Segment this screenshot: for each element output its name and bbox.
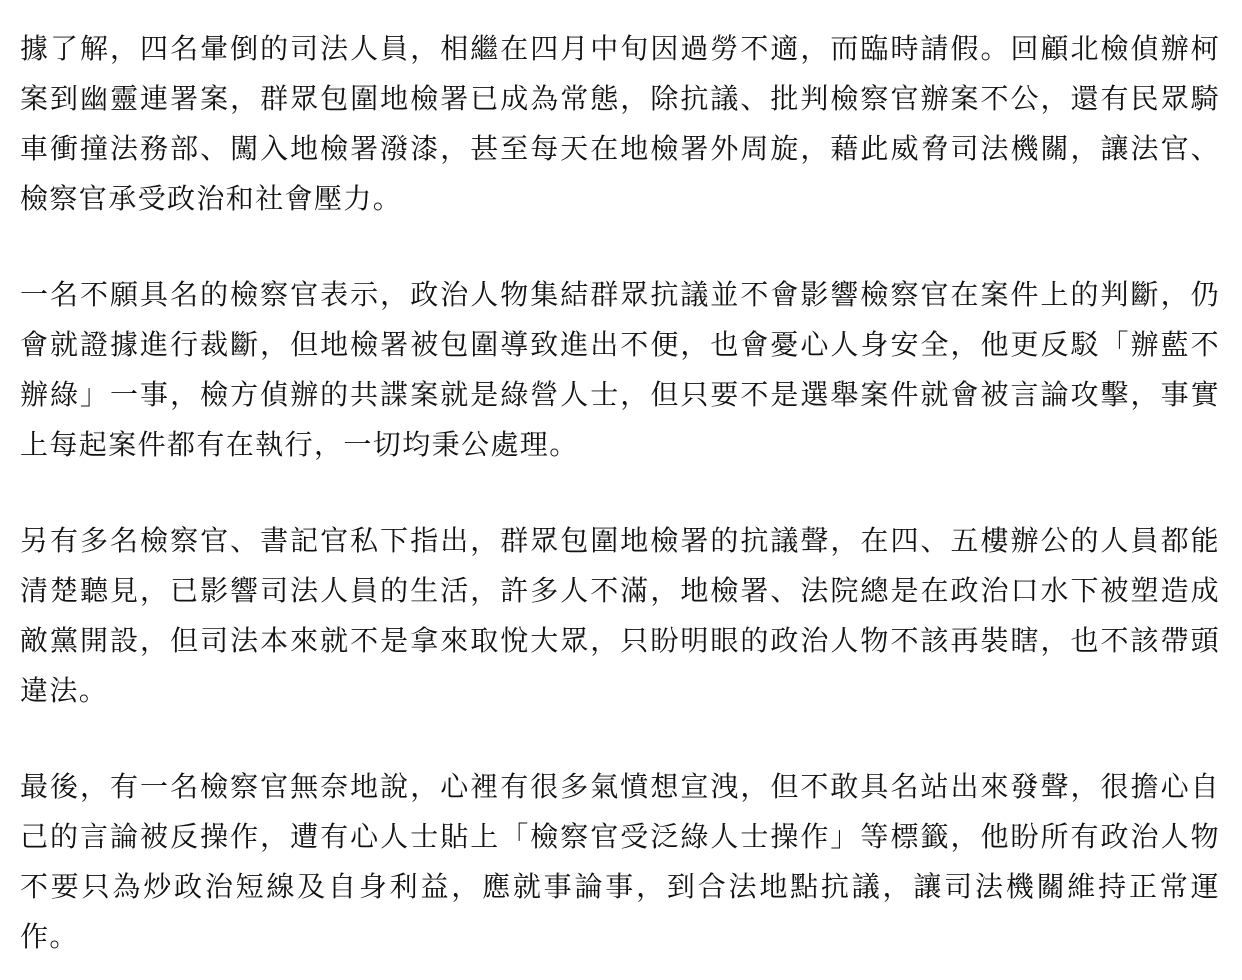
paragraph-1: 據了解，四名暈倒的司法人員，相繼在四月中旬因過勞不適，而臨時請假。回顧北檢偵辦柯案到幽靈連署案，群眾包圍地檢署已成為常態，除抗議、批判檢察官辦案不公，還有民眾騎車衝撞法務部、闖入地檢署潑漆，甚至每天在地檢署外周旋，藉此威脅司法機關，讓法官、檢察官承受政治和社會壓力。 [20, 32, 1220, 215]
paragraph-4: 最後，有一名檢察官無奈地說，心裡有很多氣憤想宣洩，但不敢具名站出來發聲，很擔心自己的言論被反操作，遭有心人士貼上「檢察官受泛綠人士操作」等標籤，他盼所有政治人物不要只為炒政治短線及自身利益，應就事論事，到合法地點抗議，讓司法機關維持正常運作。 [20, 770, 1220, 953]
paragraph-2: 一名不願具名的檢察官表示，政治人物集結群眾抗議並不會影響檢察官在案件上的判斷，仍會就證據進行裁斷，但地檢署被包圍導致進出不便，也會憂心人身安全，他更反駁「辦藍不辦綠」一事，檢方偵辦的共諜案就是綠營人士，但只要不是選舉案件就會被言論攻擊，事實上每起案件都有在執行，一切均秉公處理。 [20, 278, 1220, 461]
article-body [20, 24, 1220, 962]
paragraph-3: 另有多名檢察官、書記官私下指出，群眾包圍地檢署的抗議聲，在四、五樓辦公的人員都能清楚聽見，已影響司法人員的生活，許多人不滿，地檢署、法院總是在政治口水下被塑造成敵黨開設，但司法本來就不是拿來取悅大眾，只盼明眼的政治人物不該再裝瞎，也不該帶頭違法。 [20, 524, 1220, 707]
